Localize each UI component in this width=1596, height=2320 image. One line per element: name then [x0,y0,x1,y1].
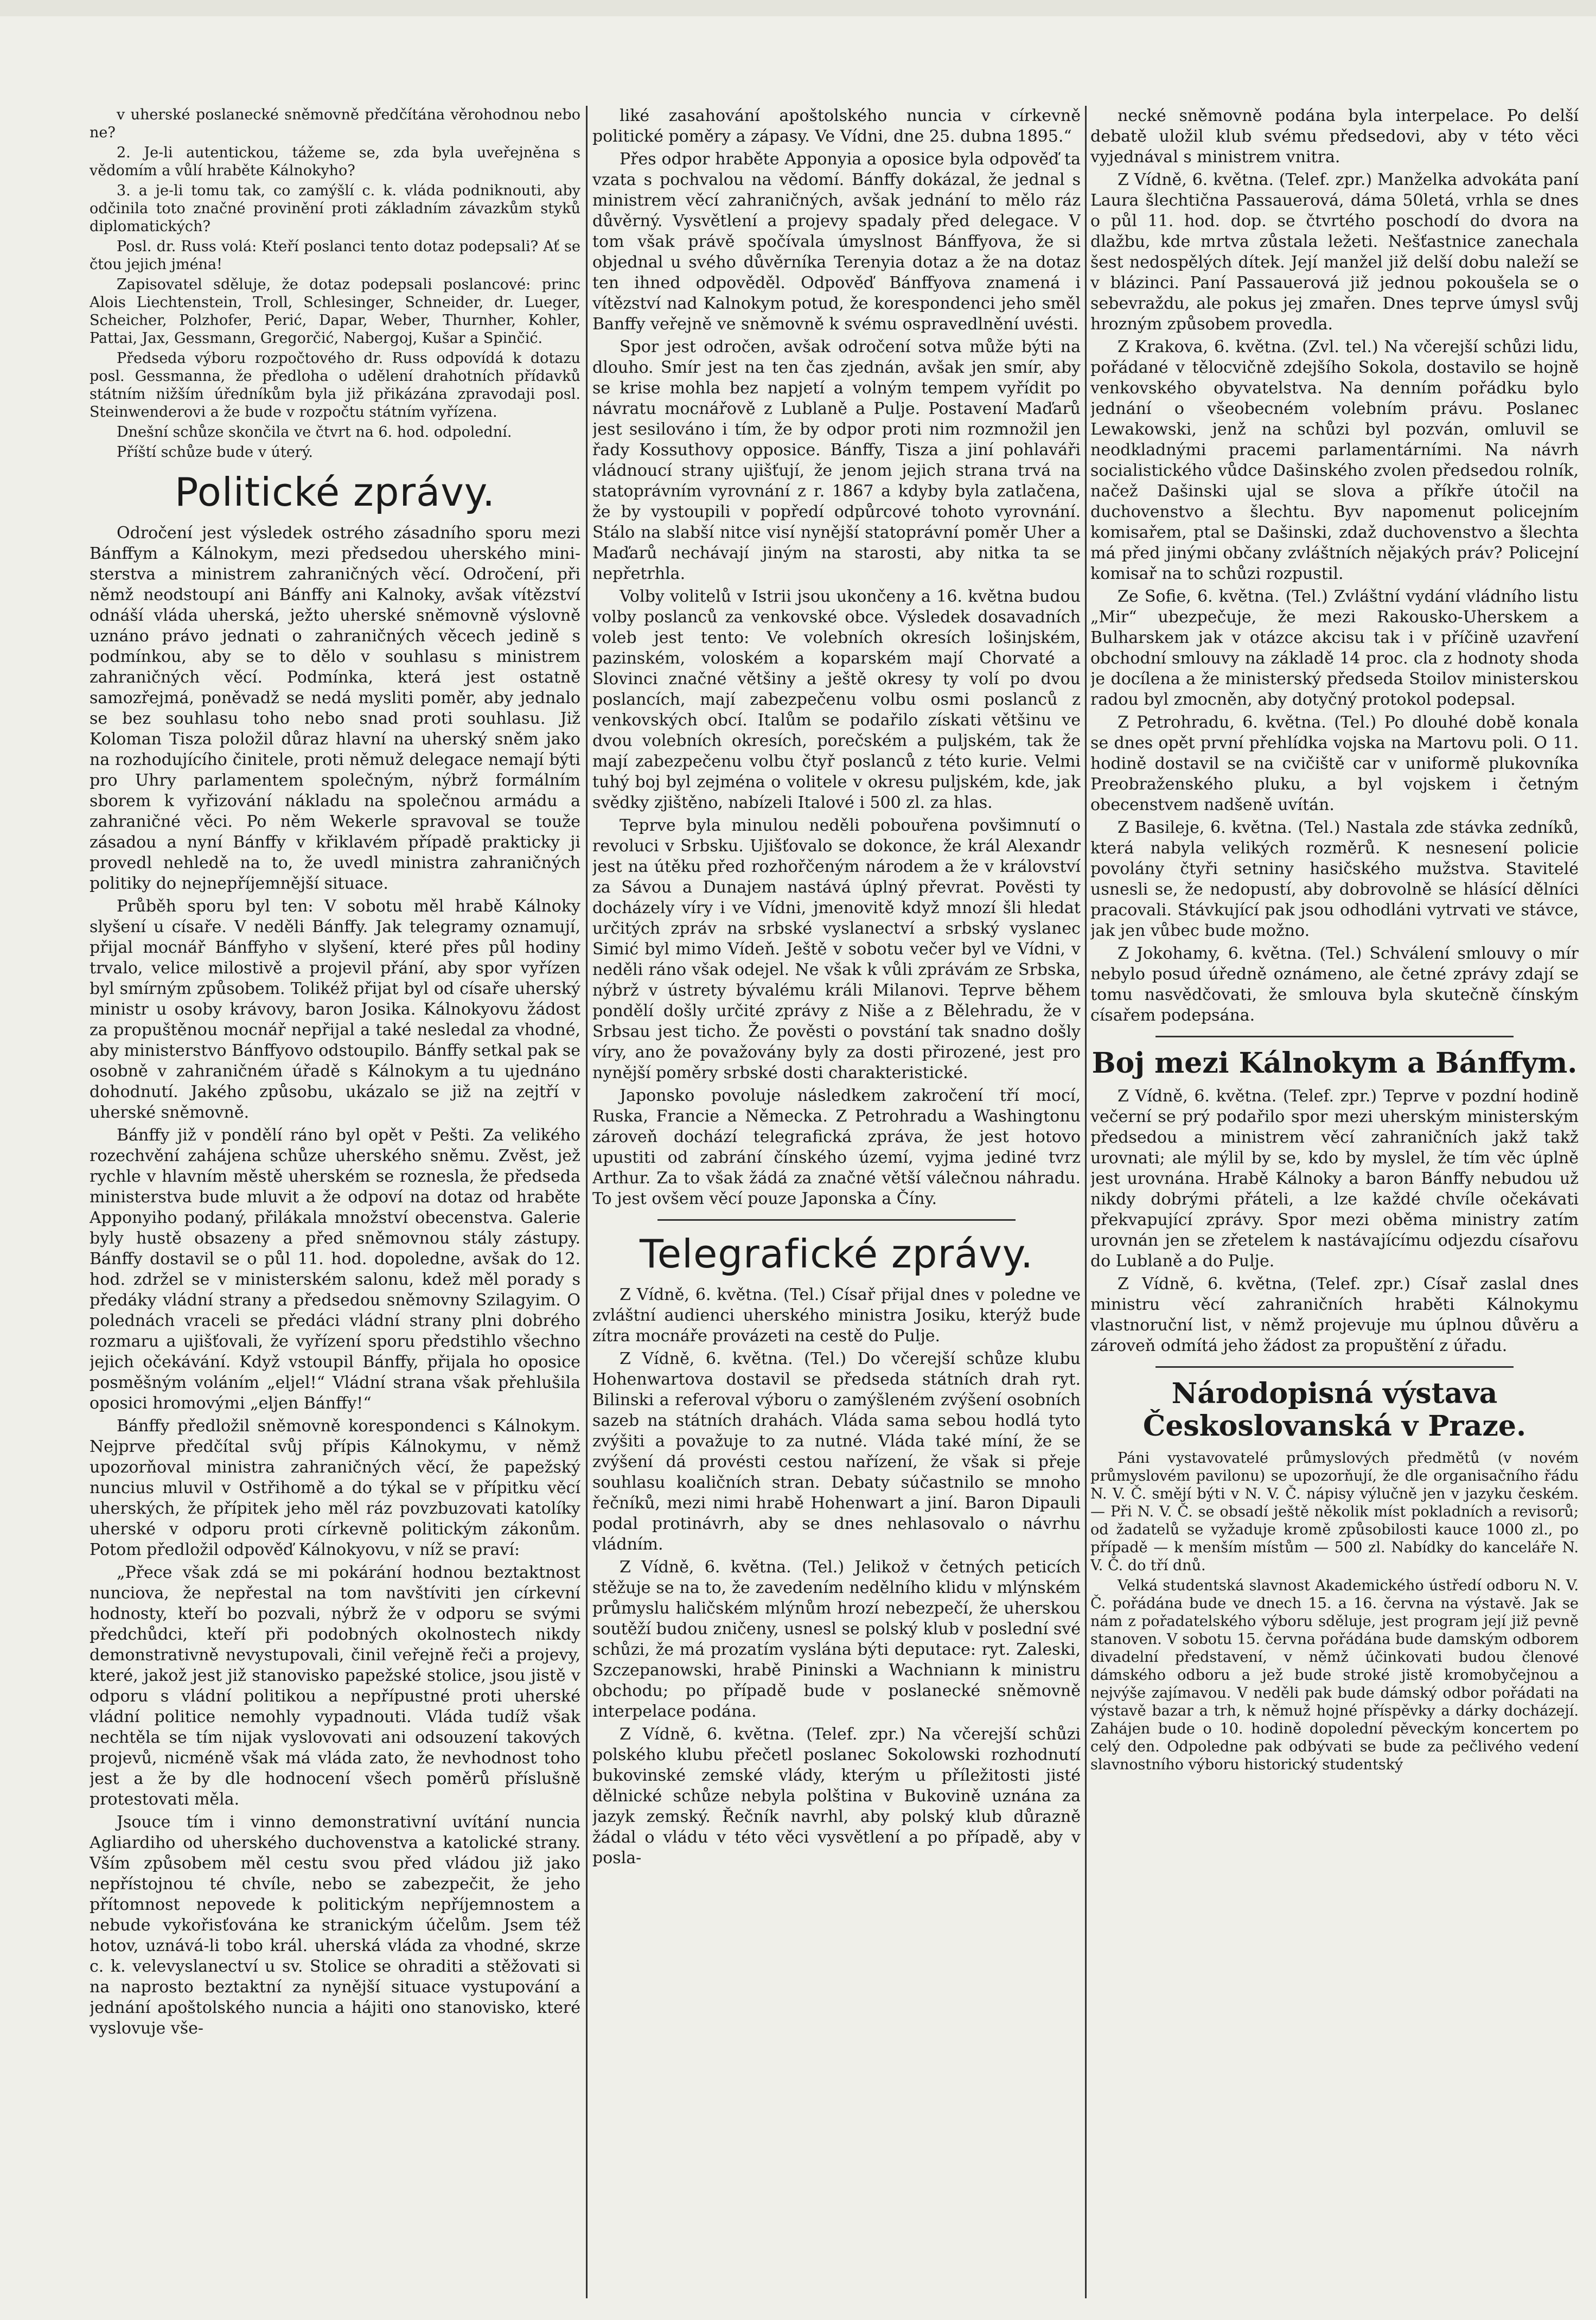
paragraph: Spor jest odročen, avšak odročení sotva může býti na dlouho. Smír jest na ten čas zjednán, avšak jen smír, aby se krise mohla bez napjetí a volným tempem vyřídit po návratu mocnářově z Lublaně a Pulje. Postavení Maďarů jest sesilováno i tím, že by odpor proti nim rozmnožil jen řady Kossuthovy opposice. Bánffy, Tisza a jiní pohlaváři vládnoucí strany ujišťují, že jenom jejich strana trvá na statoprávním vyrovnání z r. 1867 a kdyby byla zatlačena, že by vystoupili v popředí odpůrcové tohoto vyrovnání. Stálo na slabší nitce visí nynější statoprávní poměr Uher a Maďarů nechávají jiným na starosti, aby nitka ta se nepřetrhla. [592,337,1081,583]
paragraph: Předseda výboru rozpočtového dr. Russ odpovídá k dotazu posl. Gessmanna, že předloha o udělení drahotních přídavků státním nižším úředníkům byla již přikázána zpravodaji posl. Steinwenderovi a že bude v rozpočtu státním vyřízena. [90,350,580,420]
paragraph: Z Vídně, 6. května. (Tel.) Císař přijal dnes v poledne ve zvláštní audienci uherského ministra Josiku, kterýž bude zítra mocnáře provázeti na cestě do Pulje. [592,1285,1081,1346]
column-2 [592,106,1081,2309]
column-1 [90,106,580,2309]
section-heading-telegraphic-news: Telegrafické zprávy. [639,1231,1034,1277]
paragraph: Z Vídně, 6. května. (Telef. zpr.) Manželka advokáta paní Laura šlechtična Passauerová, dáma 50letá, vrhla se dnes o půl 11. hod. dop. se čtvrtého poschodí do dvora na dlažbu, kde mrtva zůstala ležeti. Nešťastnice zanechala šest nedospělých dítek. Její manžel již delší dobu naleží se v blázinci. Paní Passauerová již jednou pokoušela se o sebevraždu, ale pokus jej zmařen. Dnes teprve úmysl svůj hrozným způsobem provedla. [1090,170,1579,334]
paragraph: Z Petrohradu, 6. května. (Tel.) Po dlouhé době konala se dnes opět první přehlídka vojska na Martovu poli. O 11. hodině dostavil se na cvičiště car v uniformě plukovníka Preobraženského pluku, a byl vojskem i četným obecenstvem nadšeně uvítán. [1090,713,1579,814]
paragraph: Páni vystavovatelé průmyslových předmětů (v novém průmyslovém pavilonu) se upozorňují, že dle organisačního řádu N. V. Č. smějí býti v N. V. Č. nápisy výlučně jen v jazyku českém. — Při N. V. Č. se obsadí ještě několik míst pokladních a revisorů; od žadatelů se vyžaduje kromě způsobilosti kauce 1000 zl., po případě — k menším místům — 500 zl. Nabídky do kanceláře N. V. Č. do tří dnů. [1090,1450,1579,1574]
section-heading-kalnoky-banffy: Boj mezi Kálnokym a Bánffym. [1091,1047,1578,1080]
column-3 [1090,106,1579,2309]
paragraph: Průběh sporu byl ten: V sobotu měl hrabě Kálnoky slyšení u císaře. V neděli Bánffy. Jak telegramy oznamují, přijal mocnář Bánffyho v slyšení, které přes půl hodiny trvalo, velice milostivě a projevil přání, aby spor vyřízen byl smírným způsobem. Tolikéž přijat byl od císaře uherský ministr u osoby krávovy, baron Josika. Kálnokyovu žádost za propuštěnou mocnář nepřijal a také nesledal za vhodné, aby ministerstvo Bánffyovo odstoupilo. Bánffy setkal pak se osobně v zahraničném úřadě s Kálnokym a tu ujednáno dohodnutí. Jakého způsobu, ukázalo se již na zejtří v uherské sněmovně. [90,897,580,1122]
paragraph: Z Krakova, 6. května. (Zvl. tel.) Na včerejší schůzi lidu, pořádané v tělocvičně zdejšího Sokola, dostavilo se hojně venkovského obyvatelstva. Na denním pořádku bylo jednání o všeobecném volebním právu. Poslanec Lewakowski, jenž na schůzi byl pozván, omluvil se neodkladnými pracemi parlamentárními. Na návrh socialistického vůdce Dašinského zvolen předsedou rolník, načež Dašinski ujal se slova a příkře útočil na duchovenstvo a šlechtu. Byv napomenut policejním komisařem, ptal se Dašinski, zdaž duchovenstvo a šlechta má před jinými občany zvláštních nějakých práv? Policejní komisař na to schůzi rozpustil. [1090,337,1579,583]
paragraph: Odročení jest výsledek ostrého zásadního sporu mezi Bánffym a Kálnokym, mezi předsedou uherského mini-sterstva a ministrem zahraničných věcí. Odročení, při němž neodstoupí ani Bánffy ani Kalnoky, avšak vítězství odnáší vláda uherská, ježto uherské sněmovně výslovně uznáno právo jednati o zahraničných věcech jedině s podmínkou, aby se to dělo v souhlasu s ministrem zahraničných věcí. Podmínka, která jest ostatně samozřejmá, poněvadž se nedá mysliti poměr, aby jednalo se bez souhlasu toho nebo snad proti souhlasu. Již Koloman Tisza položil důraz hlavní na uherský sněm jako na rozhodujícího činitele, proti němuž delegace nemají býti pro Uhry parlamentem společným, nýbrž formálním sborem k vyřizování nákladu na společnou armádu a zahraničné věci. Po něm Wekerle spravoval se touže zásadou a nyní Bánffy v křiklavém případě prakticky ji provedl nehledě na to, že uvedl ministra zahraničných politiky do nejnepříjemnější situace. [90,524,580,893]
paragraph: liké zasahování apoštolského nuncia v církevně politické poměry a zápasy. Ve Vídni, dne 25. dubna 1895.“ [592,106,1081,146]
section-heading-political-news: Politické zprávy. [174,469,496,515]
column-divider-2 [1085,106,1087,2298]
paragraph: Posl. dr. Russ volá: Kteří poslanci tento dotaz podepsali? Ať se čtou jejich jména! [90,238,580,273]
paragraph: Z Jokohamy, 6. května. (Tel.) Schválení smlouvy o mír nebylo posud úředně oznámeno, ale četné zprávy zdají se tomu nasvědčovati, že smlouva byla skutečně čínským císařem podepsána. [1090,944,1579,1025]
paragraph: Příští schůze bude v úterý. [117,444,313,461]
paragraph: Z Vídně, 6. května. (Telef. zpr.) Na včerejší schůzi polského klubu přečetl poslanec Sokolowski rozhodnutí bukovinské zemské vlády, kterým u příležitosti jisté dělnické schůze nebyla polština v Bukovině uznána za jazyk zemský. Řečník navrhl, aby polský klub důrazně žádal o vládu v této věci vysvětlení a po případě, aby v posla- [592,1725,1081,1868]
paragraph: „Přece však zdá se mi pokárání hodnou beztaktnost nunciova, že nepřestal na tom navštíviti jen církevní hodnosty, kteří bo pozvali, nýbrž že v odporu se svými předchůdci, kteří při podobných okolnostech nikdy demonstrativně nevystupovali, činil veřejně řeči a projevy, které, jakož jest již stanovisko papežské stolice, jsou jistě v odporu s vládní politikou a nepřípustné proti uherské vládní politice nemohly vypadnouti. Vláda tudíž však nechtěla se tím nijak vyslovovati ani odsouzení takových projevů, nicméně však má vláda zato, že nevhodnost toho jest a že by dle hodnocení všech poměrů příslušně protestovati měla. [90,1563,580,1809]
paragraph: Z Vídně, 6. května, (Telef. zpr.) Císař zaslal dnes ministru věcí zahraničních hraběti Kálnokymu vlastnoruční list, v němž projevuje mu úplnou důvěru a zároveň odmítá jeho žádost za propuštění z úřadu. [1090,1274,1579,1355]
paragraph: Jsouce tím i vinno demonstrativní uvítání nuncia Agliardiho od uherského duchovenstva a katolické strany. Vším způsobem měl cestu svou před vládou již jako nepřístojnou té chvíle, nebo se zabezpečit, že jeho přítomnost nepovede k politickým nepříjemnostem a nebude vykořisťována ke stranickým účelům. Jsem též hotov, uznává-li tobo král. uherská vláda za vhodné, skrze c. k. velevyslanectví u sv. Stolice se ohraditi a stěžovati si na naprosto beztaktní za nynější situace vystupování a jednání apoštolského nuncia a hájiti ono stanovisko, které vyslovuje vše- [90,1813,580,2038]
paragraph: Volby volitelů v Istrii jsou ukončeny a 16. května budou volby poslanců za venkovské obce. Výsledek dosavadních voleb jest tento: Ve volebních okresích lošinjském, pazinském, voloském a koparském mají Chorvaté a Slovinci značné většiny a ještě okresy ty volí po dvou poslancích, mají zabezpečenu volbu osmi poslanců z venkovských obcí. Italům se podařilo získati většinu ve dvou volebních okresích, porečském a puljském, tak že mají zabezpečenu volbu čtyř poslanců z této kurie. Velmi tuhý boj byl zejména o volitele v okresu puljském, kde, jak svědky zjištěno, nabízeli Italové i 500 zl. za hlas. [592,587,1081,812]
paragraph: v uherské poslanecké sněmovně předčítána věrohodnou nebo ne? [90,106,580,141]
top-margin-strip [0,0,1596,16]
paragraph: Z Vídně, 6. května. (Telef. zpr.) Teprve v pozdní hodině večerní se prý podařilo spor mezi uherským ministerským předsedou a ministrem věcí zahraničních jakž takž urovnati; ale mýlil by se, kdo by myslel, že tím věc úplně jest urovnána. Hrabě Kálnoky a baron Bánffy nebudou už nikdy dobrými přáteli, a lze každé chvíle očekávati překvapující zprávy. Spor mezi oběma ministry zatím urovnán jen se zřetelem k nastávajícímu odjezdu císařovu do Lublaně a do Pulje. [1090,1087,1579,1271]
paragraph: Teprve byla minulou neděli pobouřena povšimnutí o revoluci v Srbsku. Ujišťovalo se dokonce, že král Alexandr jest na útěku před rozhořčeným národem a že v království za Sávou a Dunajem nastává úplný převrat. Pověsti ty docházely víry i ve Vídni, jmenovitě když mnozí šli hledat určitých zpráv na srbské vyslanectví a srbský vyslanec Simić byl mimo Vídeň. Ještě v sobotu večer byl ve Vídni, v neděli ráno však odejel. Ne však k vůli zprávám ze Srbska, nýbrž v ústrety bývalému králi Milanovi. Teprve během pondělí došly určité zprávy z Niše a z Bělehradu, že v Srbsau jest ticho. Že pověsti o povstání tak snadno došly víry, ano že považovány byly za dosti přirozené, jest pro nynější poměry srbské dosti charakteristické. [592,816,1081,1082]
paragraph: necké sněmovně podána byla interpelace. Po delší debatě uložil klub svému předsedovi, aby v této věci vyjednával s ministrem vnitra. [1090,106,1579,167]
paragraph: Z Vídně, 6. května. (Tel.) Do včerejší schůze klubu Hohenwartova dostavil se předseda státních drah ryt. Bilinski a referoval výboru o zamýšleném zvýšení osobních sazeb na státních drahách. Vláda sama sebou hodlá tyto zvýšiti a považuje to za nutné. Vláda také míní, že se zvýšení dá provésti cestou nařízení, že však si přeje souhlasu koaličních stran. Debaty súčastnilo se mnoho řečníků, mezi nimi hrabě Hohenwart a jiní. Baron Dipauli podal protinávrh, aby se dnes nehlasovalo o návrhu vládním. [592,1349,1081,1554]
section-separator [657,1219,1016,1221]
paragraph: Z Basileje, 6. května. (Tel.) Nastala zde stávka zedníků, která nabyla velikých rozměrů. K nesnesení policie povolány čtyři setniny hasičského mužstva. Stavitelé usnesli se, že nedopustí, aby dobrovolně se hlásící dělníci pracovali. Stávkující pak jsou odhodláni vytrvati ve stávce, jak jen vůbec bude možno. [1090,818,1579,940]
paragraph: Přes odpor hraběte Apponyia a oposice byla odpověď ta vzata s pochvalou na vědomí. Bánffy dokázal, že jednal s ministrem věcí zahraničných, avšak jednání to mělo ráz důvěrný. Vysvětlení a projevy spadaly před delegace. V tom však právě spočívala úmyslnost Bánffyova, že si objednal u svého důvěrníka Terenyia dotaz a že na dotaz ten ihned odpověděl. Odpověď Bánffyova znamená i vítězství nad Kalnokym potud, že korespondenci jeho směl Banffy veřejně ve sněmovně k svému ospravedlnění uvésti. [592,150,1081,334]
paragraph: Dnešní schůze skončila ve čtvrt na 6. hod. odpolední. [117,424,512,441]
paragraph: Velká studentská slavnost Akademického ústředí odboru N. V. Č. pořádána bude ve dnech 15. a 16. června na výstavě. Jak se nám z pořadatelského výboru sděluje, jest program její již pevně stanoven. V sobotu 15. června pořádána bude damským odborem divadelní představení, v němž účinkovati budou členové dámského odboru a jež bude stroké jistě kromobyčejnou a nejvýše zajímavou. V neděli pak bude dámský odbor pořádati na výstavě bazar a trh, k němuž hojné příspěvky a dárky docházejí. Zahájen bude o 10. hodině dopolední pěveckým koncertem po celý den. Odpoledne pak odbývati se bude za pečlivého vedení slavnostního výboru historický studentský [1090,1577,1579,1773]
section-separator [1155,1036,1514,1037]
column-divider-1 [586,106,588,2298]
paragraph: Ze Sofie, 6. května. (Tel.) Zvláštní vydání vládního listu „Mir“ ubezpečuje, že mezi Rakousko-Uherskem a Bulharskem jak v otázce akcisu tak i v příčině uzavření obchodní smlouvy na základě 14 proc. cla z hodnoty shoda je docílena a že ministerský předseda Stoilov ministerskou radou byl zmocněn, aby dotyčný protokol podepsal. [1090,587,1579,709]
paragraph: 3. a je-li tomu tak, co zamýšlí c. k. vláda podniknouti, aby odčinila toto značné provinění proti základním závazkům styků diplomatických? [90,182,580,235]
paragraph: Bánffy již v pondělí ráno byl opět v Pešti. Za velikého rozechvění zahájena schůze uherského sněmu. Zvěst, jež rychle v hlavním městě uherském se roznesla, že předseda ministerstva bude mluvit a že odpoví na dotaz od hraběte Apponyiho podaný, přilákala množství obecenstva. Galerie byly hustě obsazeny a před sněmovnou stály zástupy. Bánffy dostavil se o půl 11. hod. dopoledne, avšak do 12. hod. zdržel se v ministerském salonu, kdež měl porady s předáky vládní strany a předsedou sněmovny Szilagyim. O polednách vraceli se předáci vládní strany plni dobrého rozmaru a ujišťovali, že vyřízení sporu předstihlo všechno jejich očekávání. Když vstoupil Bánffy, přijala ho oposice posměšným voláním „eljel!“ Vládní strana však přehlušila oposici hromovými „eljen Bánffy!“ [90,1126,580,1413]
paragraph: Zapisovatel sděluje, že dotaz podepsali poslancové: princ Alois Liechtenstein, Troll, Schlesinger, Schneider, dr. Lueger, Scheicher, Polzhofer, Perić, Dapar, Weber, Thurnher, Kohler, Pattai, Jax, Gessmann, Gregorčić, Nabergoj, Kušar a Spinčić. [90,276,580,347]
section-separator [1155,1366,1514,1368]
paragraph: Japonsko povoluje následkem zakročení tří mocí, Ruska, Francie a Německa. Z Petrohradu a Washingtonu zároveň dochází telegrafická zpráva, že jest hotovo upustiti od zabrání čínského území, vyjma jediné tvrz Arthur. Za to však žádá za značné větší válečnou náhradu. To jest ovšem věcí pouze Japonska a Číny. [592,1086,1081,1208]
paragraph: Bánffy předložil sněmovně korespondenci s Kálnokym. Nejprve předčítal svůj přípis Kálnokymu, v němž upozorňoval ministra zahraničných věcí, že papežský nuncius mluvil v Ostřihomě a do týkal se v přípitku věcí uherských, že přípitek jeho měl ráz povzbuzovati katolíky uherské v odporu proti církevně politickým zákonům. Potom předložil odpověď Kálnokyovu, v níž se praví: [90,1417,580,1559]
section-heading-ethnographic-exhibition: Národopisná výstava Českoslovanská v Praze. [1142,1377,1527,1443]
paragraph: 2. Je-li autentickou, tážeme se, zda byla uveřejněna s vědomím a vůlí hraběte Kálnokyho? [90,144,580,179]
paragraph: Z Vídně, 6. května. (Tel.) Jelikož v četných peticích stěžuje se na to, že zavedením nedělního klidu v mlýnském průmyslu haličském mlýnům hrozí nebezpečí, že uherskou soutěží budou zničeny, usnesl se polský klub v poslední své schůzi, že má prozatím vyslána býti deputace: ryt. Zaleski, Szczepanowski, hrabě Pininski a Wachniann k ministru obchodu; po případě bude v poslanecké sněmovně interpelace podána. [592,1558,1081,1721]
